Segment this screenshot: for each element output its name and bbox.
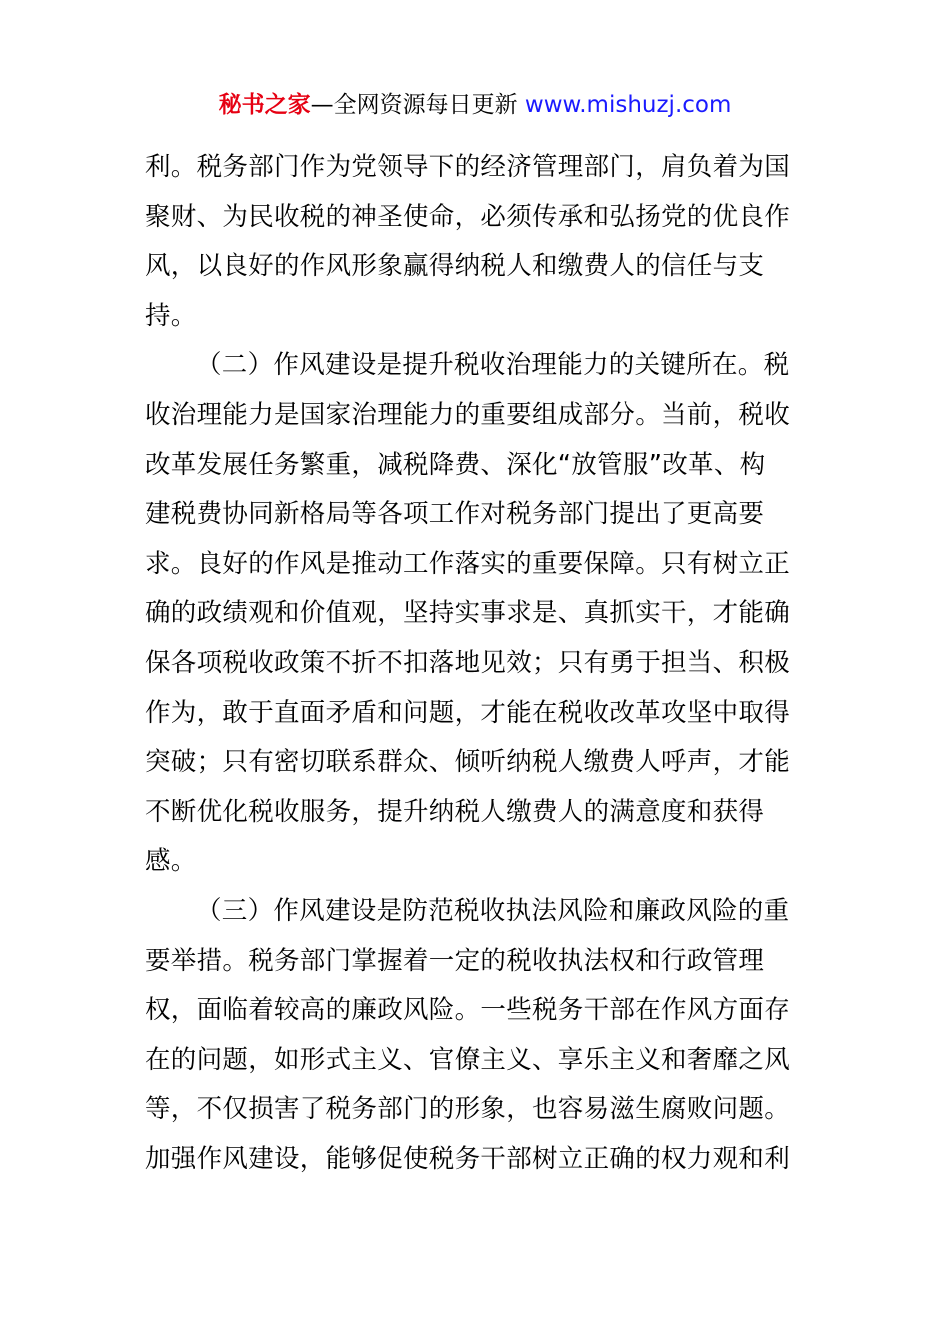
paragraph-heading-line: （二）作风建设是提升税收治理能力的关键所在。税	[196, 350, 790, 381]
text-line: 权，面临着较高的廉政风险。一些税务干部在作风方面存	[145, 995, 791, 1026]
text-line: 保各项税收政策不折不扣落地见效；只有勇于担当、积极	[145, 647, 791, 678]
text-line: 等，不仅损害了税务部门的形象，也容易滋生腐败问题。	[145, 1094, 791, 1125]
text-line: 建税费协同新格局等各项工作对税务部门提出了更高要	[145, 499, 765, 530]
text-line: 感。	[145, 846, 197, 877]
text-line: 改革发展任务繁重，减税降费、深化“放管服”改革、构	[145, 449, 766, 480]
text-line: 确的政绩观和价值观，坚持实事求是、真抓实干，才能确	[145, 598, 791, 629]
text-line: 加强作风建设，能够促使税务干部树立正确的权力观和利	[145, 1143, 791, 1174]
text-line: 持。	[145, 300, 197, 331]
text-line: 聚财、为民收税的神圣使命，必须传承和弘扬党的优良作	[145, 201, 791, 232]
document-body	[145, 143, 810, 1184]
text-line: 风，以良好的作风形象赢得纳税人和缴费人的信任与支	[145, 251, 765, 282]
text-line: 不断优化税收服务，提升纳税人缴费人的满意度和获得	[145, 796, 765, 827]
text-line: 作为，敢于直面矛盾和问题，才能在税收改革攻坚中取得	[145, 697, 791, 728]
text-line: 要举措。税务部门掌握着一定的税收执法权和行政管理	[145, 945, 765, 976]
text-line: 收治理能力是国家治理能力的重要组成部分。当前，税收	[145, 399, 791, 430]
text-line: 利。税务部门作为党领导下的经济管理部门，肩负着为国	[145, 152, 791, 182]
page-header	[0, 88, 950, 122]
site-tagline: —全网资源每日更新	[310, 92, 525, 118]
site-name: 秘书之家	[218, 92, 311, 118]
text-line: 在的问题，如形式主义、官僚主义、享乐主义和奢靡之风	[145, 1044, 791, 1075]
site-url-link[interactable]: www.mishuzj.com	[524, 92, 732, 118]
paragraph-heading-line: （三）作风建设是防范税收执法风险和廉政风险的重	[196, 895, 790, 926]
text-line: 突破；只有密切联系群众、倾听纳税人缴费人呼声，才能	[145, 747, 791, 778]
text-line: 求。良好的作风是推动工作落实的重要保障。只有树立正	[145, 548, 791, 579]
